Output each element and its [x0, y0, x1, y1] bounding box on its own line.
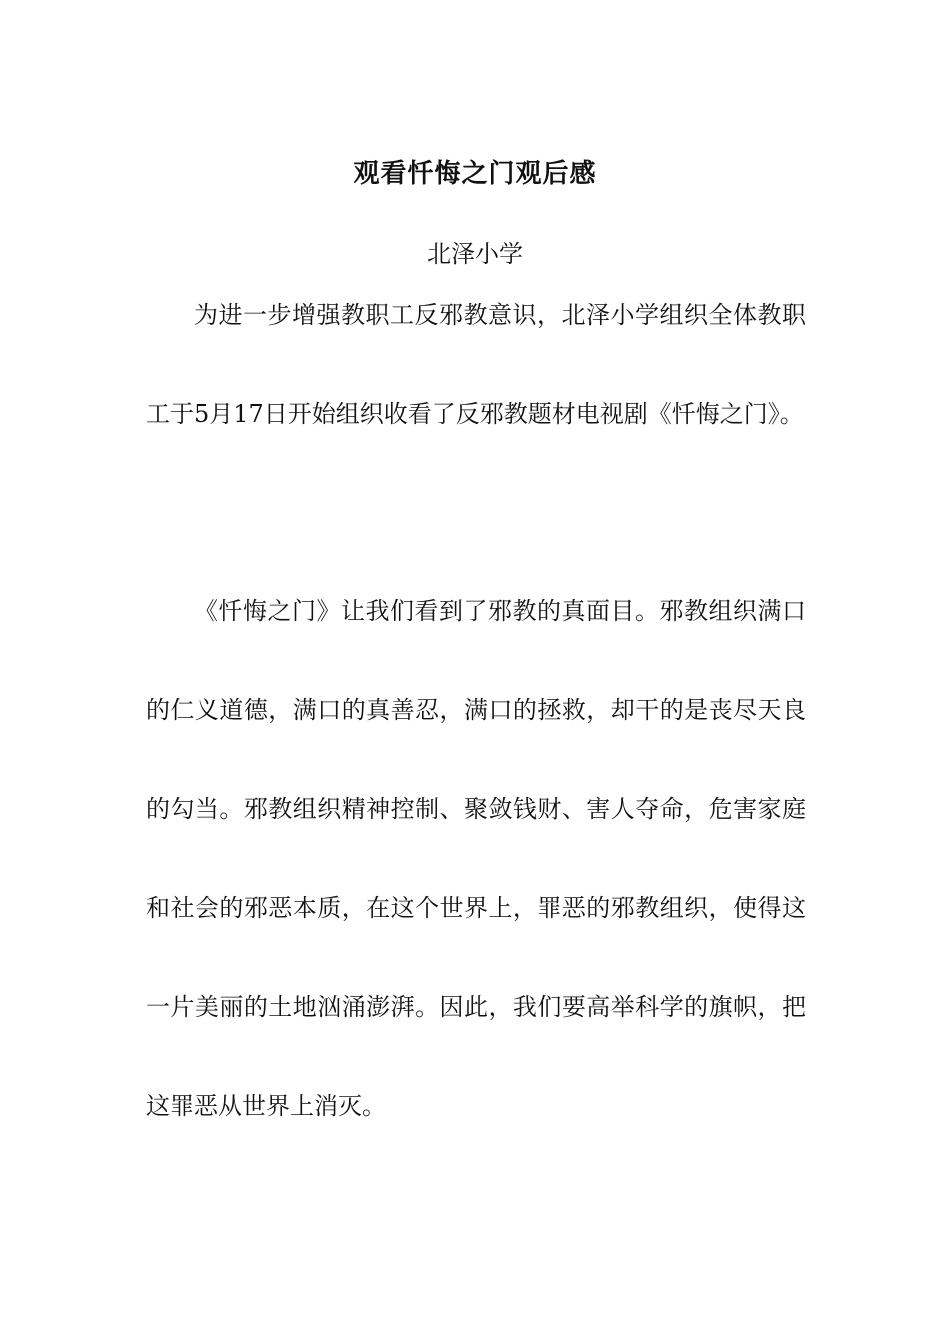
document-title: 观看忏悔之门观后感	[353, 159, 597, 189]
paragraph-1: 为进一步增强教职工反邪教意识，北泽小学组织全体教职工于5月17日开始组织收看了反邪教题材电视剧《忏悔之门》。	[146, 301, 806, 428]
paragraph-2: 《忏悔之门》让我们看到了邪教的真面目。邪教组织满口的仁义道德，满口的真善忍，满口的拯救，却干的是丧尽天良的勾当。邪教组织精神控制、聚敛钱财、害人夺命，危害家庭和社会的邪恶本质，在这个世界上，罪恶的邪教组织，使得这一片美丽的土地汹涌澎湃。因此，我们要高举科学的旗帜，把这罪恶从世界上消灭。	[146, 597, 806, 1120]
document-author: 北泽小学	[427, 240, 523, 268]
